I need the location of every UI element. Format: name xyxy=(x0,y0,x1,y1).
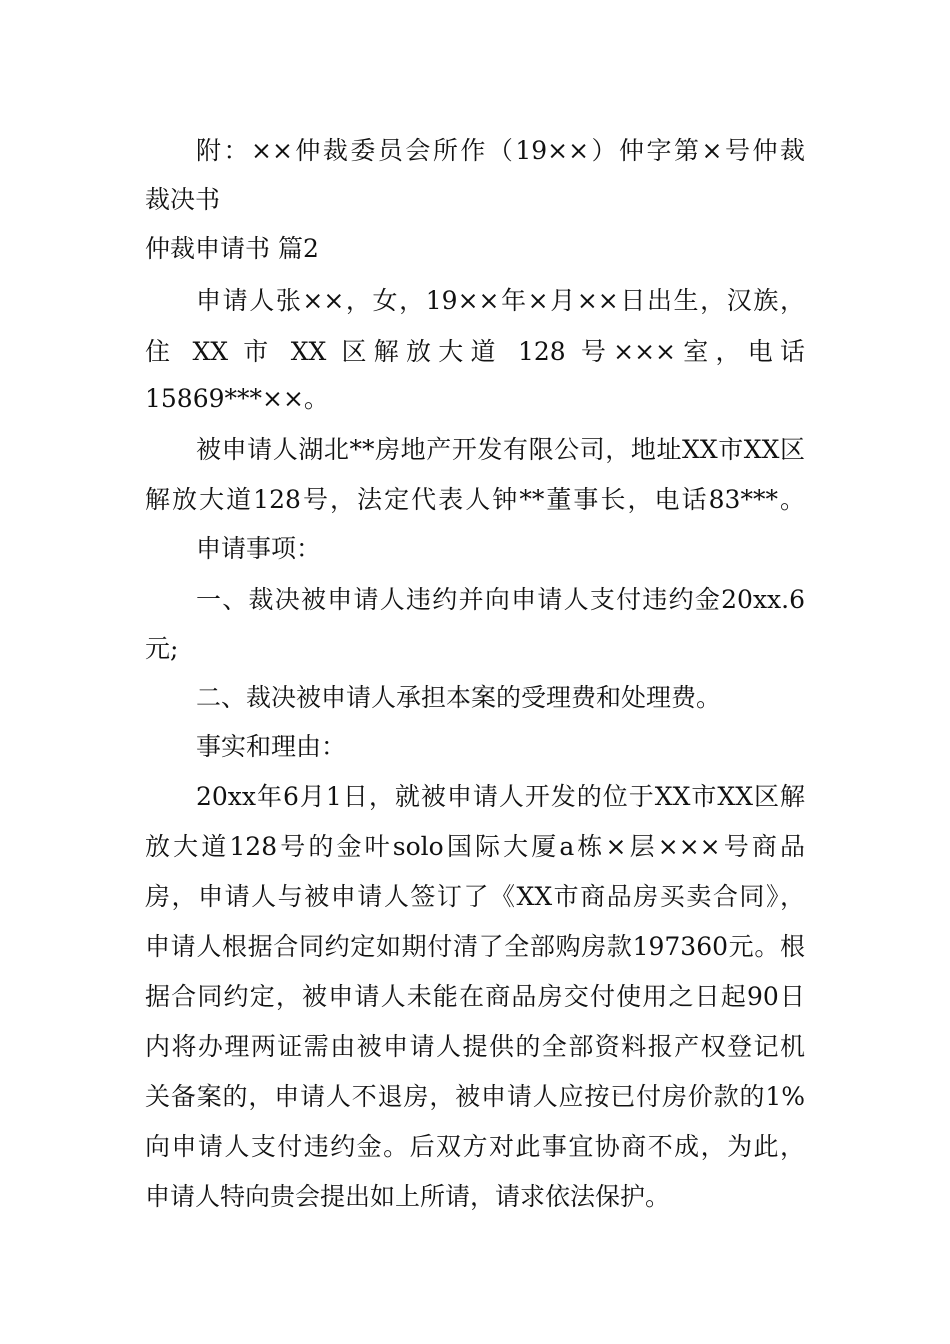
facts-heading: 事实和理由： xyxy=(196,732,347,761)
facts-line-3: 房，申请人与被申请人签订了《XX市商品房买卖合同》， xyxy=(145,882,805,911)
respondent-line-1: 被申请人湖北**房地产开发有限公司，地址XX市XX区 xyxy=(196,435,805,464)
applicant-line-2: 住 XX 市 XX 区解放大道 128 号×××室，电话 xyxy=(145,337,805,366)
facts-line-1: 20xx年6月1日，就被申请人开发的位于XX市XX区解 xyxy=(196,782,805,811)
claim-1-line-1: 一、裁决被申请人违约并向申请人支付违约金20xx.6 xyxy=(196,585,805,614)
facts-line-7: 关备案的，申请人不退房，被申请人应按已付房价款的1% xyxy=(145,1082,805,1111)
claim-2: 二、裁决被申请人承担本案的受理费和处理费。 xyxy=(196,683,722,712)
facts-line-5: 据合同约定，被申请人未能在商品房交付使用之日起90日 xyxy=(145,982,805,1011)
facts-line-2: 放大道128号的金叶solo国际大厦a栋×层×××号商品 xyxy=(145,832,805,861)
section-heading: 仲裁申请书 篇2 xyxy=(145,234,319,263)
attachment-line-1: 附：××仲裁委员会所作（19××）仲字第×号仲裁 xyxy=(196,136,805,165)
facts-line-8: 向申请人支付违约金。后双方对此事宜协商不成，为此， xyxy=(145,1132,805,1161)
claim-1-line-2: 元; xyxy=(145,634,179,663)
respondent-line-2: 解放大道128号，法定代表人钟**董事长，电话83***。 xyxy=(145,485,805,514)
applicant-line-1: 申请人张××，女，19××年×月××日出生，汉族， xyxy=(196,286,805,315)
facts-line-6: 内将办理两证需由被申请人提供的全部资料报产权登记机 xyxy=(145,1032,805,1061)
applicant-line-3: 15869***××。 xyxy=(145,384,329,413)
attachment-line-2: 裁决书 xyxy=(145,185,221,214)
claims-heading: 申请事项： xyxy=(196,534,322,563)
facts-line-4: 申请人根据合同约定如期付清了全部购房款197360元。根 xyxy=(145,932,805,961)
facts-line-9: 申请人特向贵会提出如上所请，请求依法保护。 xyxy=(145,1182,671,1211)
